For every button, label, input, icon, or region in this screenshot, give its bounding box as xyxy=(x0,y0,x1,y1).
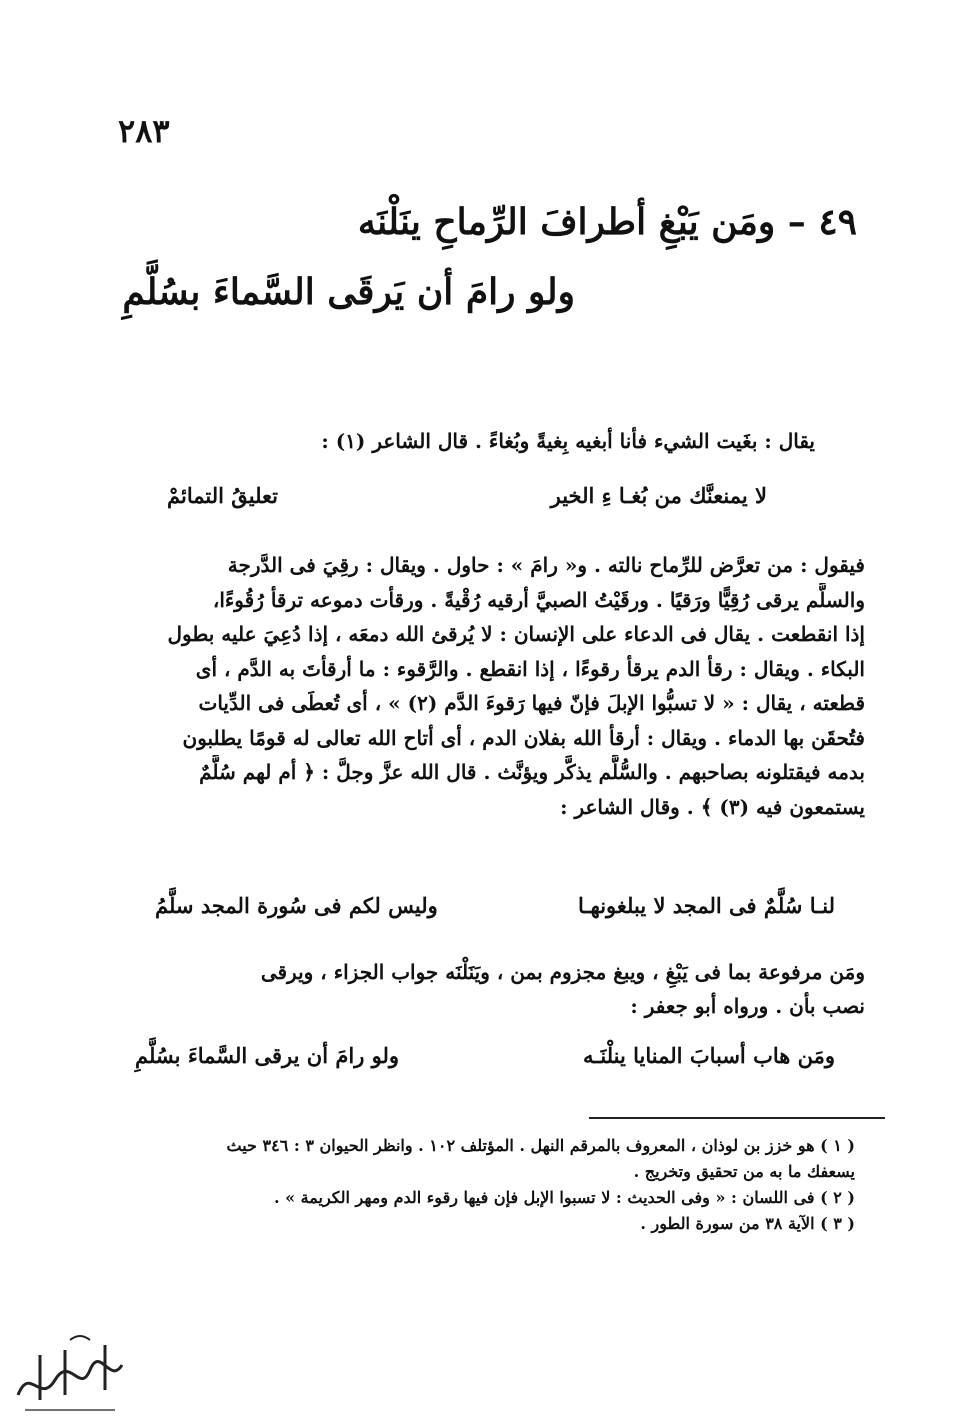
intro-paragraph xyxy=(135,425,815,457)
commentary-line: بدمه فيقتلونه بصاحبهم . والسُّلَّم يذكَّر ويؤنَّث . قال الله عزَّ وجلَّ : ﴿ أم لهم سُلَّمٌ xyxy=(199,760,865,784)
footnote-2: ( ٢ ) فى اللسان : « وفى الحديث : لا تسبوا الإبل فإن فيها رقوء الدم ومهر الكريمة » . xyxy=(273,1188,855,1207)
quoted-verse-3 xyxy=(135,1040,835,1072)
quoted-verse-2 xyxy=(155,890,835,922)
verse-first-hemistich: لنـا سُلَّمٌ فى المجد لا يبلغونهـا xyxy=(577,893,835,918)
commentary-line: قطعته ، يقال : « لا تسبُّوا الإبلَ فإنّ فيها رَقوءَ الدَّم (٢) » ، أى تُعطَى فى الدِّيات xyxy=(198,691,865,715)
verse-second-hemistich: تعليقُ التمائمْ xyxy=(167,483,279,508)
commentary-line: فيقول : من تعرَّض للرِّماح نالته . و« رامَ » : حاول . ويقال : رقِيَ فى الدَّرجة xyxy=(227,553,865,577)
commentary-line: والسلَّم يرقى رُقِيًّا ورَقيًا . ورقَيْتُ الصبيَّ أرقيه رُقْيةً . ورقأت دموعه ترقأ رُقُوءًا، xyxy=(212,587,865,612)
grammar-line: ومَن مرفوعة بما فى يَبْغِ ، ويبغ مجزوم بمن ، ويَنَلْنَه جواب الجزاء ، ويرقى xyxy=(260,960,865,984)
quoted-verse-1 xyxy=(167,480,767,512)
verse-first-hemistich: لا يمنعنَّك من بُغـا ءِ الخير xyxy=(550,483,767,508)
verse-second-hemistich: ولو رامَ أن يرقى السَّماءَ بسُلَّمِ xyxy=(135,1043,400,1068)
grammar-paragraph xyxy=(105,955,865,1023)
commentary-line: يستمعون فيه (٣) ﴾ . وقال الشاعر : xyxy=(560,794,865,819)
verse-first-hemistich: ومَن هاب أسبابَ المنايا ينلْنَـه xyxy=(582,1043,835,1068)
commentary-line: البكاء . ويقال : رقأ الدم يرقأ رقوءًا ، إذا انقطع . والرَّقوء : ما أرقأتَ به الدَّم ، أى xyxy=(195,656,865,681)
grammar-line: نصب بأن . ورواه أبو جعفر : xyxy=(630,994,865,1018)
footnote-1: ( ١ ) هو خزز بن لوذان ، المعروف بالمرقم النهل . المؤتلف ١٠٢ . وانظر الحيوان ٣ : ٣٤٦ حيث xyxy=(226,1136,855,1155)
verse-heading-line-2: ولو رامَ أن يَرقَى السَّماءَ بسُلَّمِ xyxy=(122,271,575,313)
footnotes xyxy=(125,1133,855,1237)
intro-line: يقال : بغَيت الشيء فأنا أبغيه بِغيةً وبُغاءً . قال الشاعر (١) : xyxy=(321,429,815,453)
library-stamp-logo xyxy=(10,1325,130,1420)
footnote-3: ( ٣ ) الآية ٣٨ من سورة الطور . xyxy=(640,1214,855,1233)
verse-second-hemistich: وليس لكم فى سُورة المجد سلَّمُ xyxy=(155,893,438,918)
commentary-line: فتُحقَن بها الدماء . ويقال : أرقأ الله بفلان الدم ، أى أتاح الله تعالى له قومًا يطلبون xyxy=(182,725,865,750)
verse-heading-line-1: ٤٩ – ومَن يَبْغِ أطرافَ الرِّماحِ ينَلْنَه xyxy=(357,201,857,243)
footnote-1-continuation: يسعفك ما به من تحقيق وتخريج . xyxy=(633,1162,855,1181)
footnote-separator xyxy=(589,1117,885,1119)
commentary-line: إذا انقطعت . يقال فى الدعاء على الإنسان : لا يُرقئ الله دمعَه ، إذا دُعِيَ عليه بطول xyxy=(167,622,865,646)
page-number: ٢٨٣ xyxy=(118,112,170,150)
commentary-paragraph xyxy=(105,548,865,824)
